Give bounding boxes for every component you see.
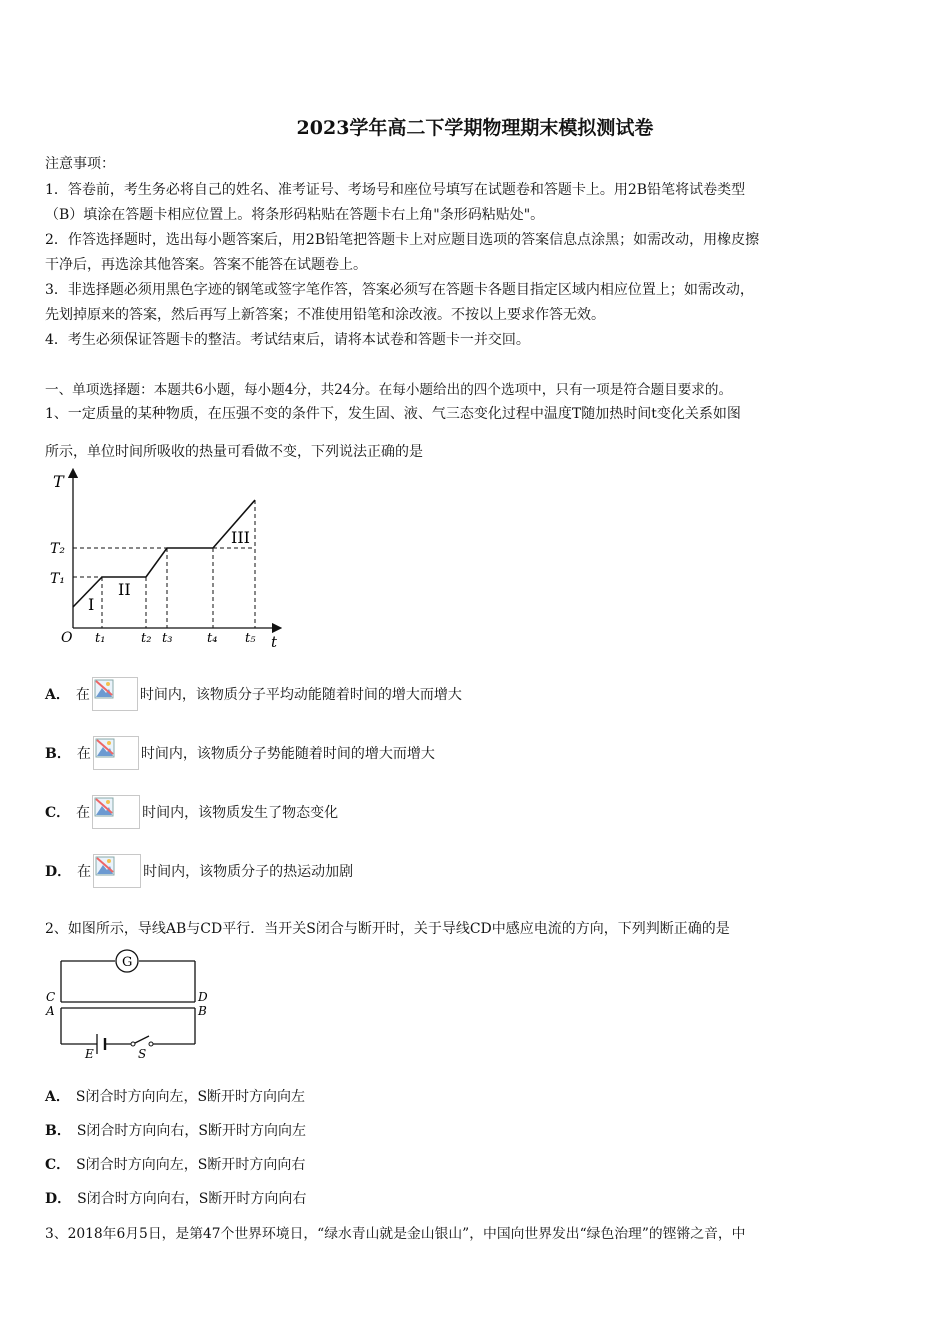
option-text: S闭合时方向向右，S断开时方向向右	[77, 1191, 307, 1207]
option-text: 时间内，该物质分子平均动能随着时间的增大而增大	[139, 687, 462, 703]
stage-III-label: III	[231, 528, 250, 547]
question-1-option-d[interactable]	[45, 854, 353, 888]
option-letter: B．	[45, 746, 71, 762]
option-letter: C．	[45, 805, 71, 821]
question-3-stem: 3、2018年6月5日，是第47个世界环境日，“绿水青山就是金山银山”，中国向世界发出“绿色治理”的铿锵之音，中	[45, 1226, 746, 1242]
tick-t5: t₅	[245, 631, 256, 646]
notice-line: 3．非选择题必须用黑色字迹的钢笔或签字笔作答，答案必须写在答题卡各题目指定区域内相应位置上；如需改动，	[45, 282, 754, 298]
option-text: 时间内，该物质分子的热运动加剧	[143, 864, 354, 880]
circuit-diagram	[45, 944, 215, 1064]
stage-II-label: II	[118, 580, 131, 599]
notice-line: 1．答卷前，考生务必将自己的姓名、准考证号、考场号和座位号填写在试题卷和答题卡上。用2B铅笔将试卷类型	[45, 182, 746, 198]
galvanometer-label: G	[122, 955, 133, 970]
option-letter: B．	[45, 1123, 71, 1139]
option-letter: A．	[45, 1089, 70, 1105]
notice-line: 先划掉原来的答案，然后再写上新答案；不准使用铅笔和涂改液。不按以上要求作答无效。	[45, 307, 605, 323]
option-text: S闭合时方向向右，S断开时方向向左	[76, 1123, 307, 1139]
option-prefix: 在	[76, 746, 91, 762]
question-2-option-a[interactable]	[45, 1086, 305, 1106]
question-2-option-b[interactable]	[45, 1120, 306, 1140]
option-letter: D．	[45, 864, 72, 880]
question-2-stem: 2、如图所示，导线AB与CD平行．当开关S闭合与断开时，关于导线CD中感应电流的方向，下列判断正确的是	[45, 921, 730, 937]
question-2-option-c[interactable]	[45, 1154, 305, 1174]
broken-image-icon	[92, 795, 140, 829]
notice-line: 2．作答选择题时，选出每小题答案后，用2B铅笔把答题卡上对应题目选项的答案信息点涂黑；如需改动，用橡皮擦	[45, 232, 760, 248]
label-D: D	[198, 990, 208, 1004]
option-letter: C．	[45, 1157, 71, 1173]
notice-line: 干净后，再选涂其他答案。答案不能答在试题卷上。	[45, 257, 367, 273]
y-axis-label: T	[53, 472, 64, 491]
label-C: C	[46, 990, 56, 1004]
question-1-option-b[interactable]	[45, 736, 435, 770]
notice-line: 4．考生必须保证答题卡的整洁。考试结束后，请将本试卷和答题卡一并交回。	[45, 332, 530, 348]
stage-I-label: I	[88, 595, 95, 614]
question-1-option-c[interactable]	[45, 795, 338, 829]
option-letter: D．	[45, 1191, 72, 1207]
broken-image-icon	[93, 736, 139, 770]
tick-t2: t₂	[141, 631, 152, 646]
broken-image-icon	[92, 677, 138, 711]
tick-t4: t₄	[207, 631, 218, 646]
option-text: S闭合时方向向左，S断开时方向向右	[76, 1157, 306, 1173]
section-heading: 一、单项选择题：本题共6小题，每小题4分，共24分。在每小题给出的四个选项中，只有一项是符合题目要求的。	[45, 382, 733, 398]
question-2-option-d[interactable]	[45, 1188, 306, 1208]
question-1-option-a[interactable]	[45, 677, 462, 711]
question-1-stem: 1、一定质量的某种物质，在压强不变的条件下，发生固、液、气三态变化过程中温度T随加热时间t变化关系如图	[45, 406, 741, 422]
switch-contact	[131, 1042, 135, 1046]
origin-label: O	[61, 630, 73, 646]
option-prefix: 在	[77, 864, 92, 880]
temperature-time-graph	[45, 465, 285, 650]
notice-heading: 注意事项：	[45, 156, 115, 172]
question-1-stem-cont: 所示，单位时间所吸收的热量可看做不变，下列说法正确的是	[45, 444, 423, 460]
switch-contact	[149, 1042, 153, 1046]
option-text: 时间内，该物质分子势能随着时间的增大而增大	[140, 746, 435, 762]
label-B: B	[198, 1004, 207, 1018]
tick-t1: t₁	[95, 631, 106, 646]
tick-T1: T₁	[50, 571, 65, 587]
option-letter: A．	[45, 687, 70, 703]
option-prefix: 在	[75, 687, 90, 703]
label-A: A	[46, 1004, 55, 1018]
tick-T2: T₂	[50, 541, 65, 557]
label-S: S	[138, 1047, 147, 1061]
option-text: S闭合时方向向左，S断开时方向向左	[75, 1089, 306, 1105]
tick-t3: t₃	[162, 631, 173, 646]
option-text: 时间内，该物质发生了物态变化	[142, 805, 339, 821]
x-axis-label: t	[271, 633, 278, 650]
broken-image-icon	[93, 854, 141, 888]
notice-line: （B）填涂在答题卡相应位置上。将条形码粘贴在答题卡右上角"条形码粘贴处"。	[45, 207, 545, 223]
temperature-curve	[73, 500, 255, 607]
option-prefix: 在	[76, 805, 91, 821]
label-E: E	[85, 1047, 94, 1061]
page-title: 2023学年高二下学期物理期末模拟测试卷	[296, 117, 654, 139]
